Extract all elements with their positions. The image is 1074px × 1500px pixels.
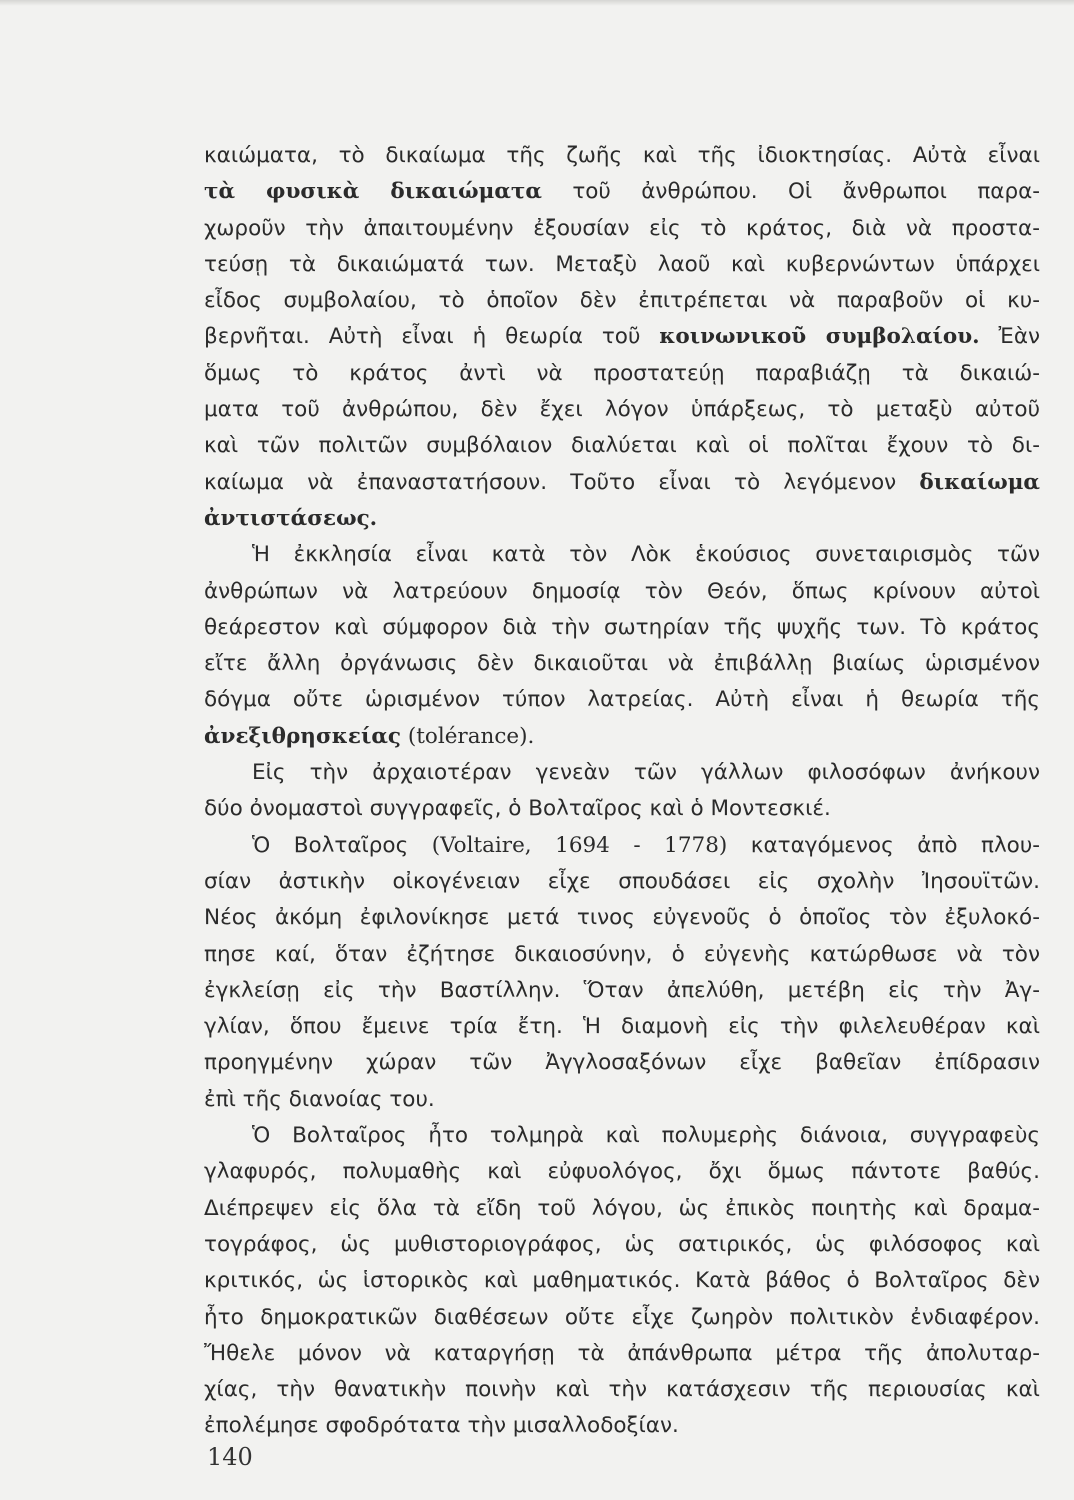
text-run: ὅμως τὸ κράτος ἀντὶ νὰ προστατεύῃ παραβιάζῃ τὰ δικαιώ- [204, 360, 1040, 386]
text-run: δόγμα οὔτε ὡρισμένον τύπον λατρείας. Αὐτὴ εἶναι ἡ θεωρία τῆς [204, 687, 1041, 713]
text-line [204, 138, 1040, 174]
text-run: γλίαν, ὅπου ἔμεινε τρία ἔτη. Ἡ διαμονὴ εἰς τὴν φιλελευθέραν καὶ [204, 1014, 1041, 1040]
text-line [204, 828, 1040, 864]
text-line [204, 755, 1040, 791]
text-line [204, 1191, 1040, 1227]
text-line [204, 465, 1040, 501]
text-line [204, 1045, 1040, 1081]
text-run: Νέος ἀκόμη ἐφιλονίκησε μετά τινος εὐγενοῦς ὁ ὁποῖος τὸν ἐξυλοκό- [204, 905, 1040, 931]
text-run: ἐγκλείσῃ εἰς τὴν Βαστίλλην. Ὅταν ἀπελύθη, μετέβη εἰς τὴν Ἀγ- [204, 977, 1040, 1003]
text-run: Διέπρεψεν εἰς ὅλα τὰ εἴδη τοῦ λόγου, ὡς ἐπικὸς ποιητὴς καὶ δραμα- [204, 1195, 1040, 1221]
text-run: τεύσῃ τὰ δικαιώματά των. Μεταξὺ λαοῦ καὶ κυβερνώντων ὑπάρχει [204, 251, 1041, 277]
text-run: χίας, τὴν θανατικὴν ποινὴν καὶ τὴν κατάσχεσιν τῆς περιουσίας καὶ [204, 1377, 1040, 1403]
text-line [204, 791, 1040, 827]
text-line [204, 937, 1040, 973]
text-line [204, 719, 1040, 755]
text-run: ἐπὶ τῆς διανοίας του. [204, 1086, 435, 1112]
text-line [204, 864, 1040, 900]
text-run: εἶδος συμβολαίου, τὸ ὁποῖον δὲν ἐπιτρέπεται νὰ παραβοῦν οἱ κυ- [204, 288, 1040, 314]
text-line [204, 900, 1040, 936]
text-line [204, 682, 1040, 718]
text-run: (tolérance). [401, 723, 535, 749]
text-line [204, 428, 1040, 464]
text-run: ἀνθρώπων νὰ λατρεύουν δημοσίᾳ τὸν Θεόν, ὅπως κρίνουν αὐτοὶ [204, 578, 1041, 604]
bold-term: κοινωνικοῦ συμβολαίου. [659, 324, 980, 350]
bold-term: ἀντιστάσεως. [204, 505, 378, 531]
text-line [204, 610, 1040, 646]
text-line [204, 501, 1040, 537]
text-run: τοῦ ἀνθρώπου. Οἱ ἄνθρωποι παρα- [541, 179, 1041, 205]
text-line [204, 174, 1040, 210]
text-run: Ἡ ἐκκλησία εἶναι κατὰ τὸν Λὸκ ἑκούσιος συνεταιρισμὸς τῶν [252, 542, 1040, 568]
text-run: σίαν ἀστικὴν οἰκογένειαν εἶχε σπουδάσει εἰς σχολὴν Ἰησουϊτῶν. [204, 868, 1041, 894]
text-run: Ἤθελε μόνον νὰ καταργήσῃ τὰ ἀπάνθρωπα μέτρα τῆς ἀπολυταρ- [204, 1340, 1041, 1366]
text-line [204, 574, 1040, 610]
text-line [204, 1300, 1040, 1336]
page-number: 140 [207, 1443, 253, 1471]
text-run: Ἐὰν [979, 324, 1041, 350]
text-run: προηγμένην χώραν τῶν Ἀγγλοσαξόνων εἶχε βαθεῖαν ἐπίδρασιν [204, 1050, 1041, 1076]
text-run: καταγόμενος ἀπὸ πλου- [727, 832, 1041, 858]
text-run: καὶ τῶν πολιτῶν συμβόλαιον διαλύεται καὶ οἱ πολῖται ἔχουν τὸ δι- [204, 433, 1040, 459]
text-run: Ὁ Βολταῖρος [252, 832, 432, 858]
text-run: δύο ὀνομαστοὶ συγγραφεῖς, ὁ Βολταῖρος καὶ ὁ Μοντεσκιέ. [204, 796, 831, 822]
text-run: ματα τοῦ ἀνθρώπου, δὲν ἔχει λόγον ὑπάρξεως, τὸ μεταξὺ αὐτοῦ [204, 397, 1041, 423]
text-line [204, 1336, 1040, 1372]
text-line [204, 211, 1040, 247]
scan-top-edge [0, 0, 1074, 6]
text-line [204, 1372, 1040, 1408]
text-line [204, 283, 1040, 319]
text-line [204, 1118, 1040, 1154]
text-run: τογράφος, ὡς μυθιστοριογράφος, ὡς σατιρικός, ὡς φιλόσοφος καὶ [204, 1231, 1041, 1257]
text-line [204, 1227, 1040, 1263]
text-run: εἴτε ἄλλη ὀργάνωσις δὲν δικαιοῦται νὰ ἐπιβάλλῃ βιαίως ὡρισμένον [204, 651, 1040, 677]
text-run: καιώματα, τὸ δικαίωμα τῆς ζωῆς καὶ τῆς ἰδιοκτησίας. Αὐτὰ εἶναι [204, 143, 1041, 168]
text-line [204, 356, 1040, 392]
text-line [204, 247, 1040, 283]
text-run: (Voltaire, 1694 - 1778) [431, 832, 728, 858]
text-run: θεάρεστον καὶ σύμφορον διὰ τὴν σωτηρίαν τῆς ψυχῆς των. Τὸ κράτος [204, 614, 1040, 640]
body-text [204, 138, 1040, 1445]
text-run: πησε καί, ὅταν ἐζήτησε δικαιοσύνην, ὁ εὐγενὴς κατώρθωσε νὰ τὸν [204, 941, 1040, 967]
bold-term: τὰ φυσικὰ δικαιώματα [204, 179, 542, 205]
text-line [204, 973, 1040, 1009]
text-line [204, 1082, 1040, 1118]
text-line [204, 319, 1040, 355]
text-run: κριτικός, ὡς ἱστορικὸς καὶ μαθηματικός. Κατὰ βάθος ὁ Βολταῖρος δὲν [204, 1268, 1041, 1294]
text-run: βερνῆται. Αὐτὴ εἶναι ἡ θεωρία τοῦ [204, 324, 660, 350]
text-run: καίωμα νὰ ἐπαναστατήσουν. Τοῦτο εἶναι τὸ λεγόμενον [204, 469, 920, 495]
text-run: χωροῦν τὴν ἀπαιτουμένην ἐξουσίαν εἰς τὸ κράτος, διὰ νὰ προστα- [204, 215, 1040, 241]
text-line [204, 537, 1040, 573]
bold-term: ἀνεξιθρησκείας [204, 723, 402, 749]
text-line [204, 392, 1040, 428]
text-line [204, 1408, 1040, 1444]
text-run: ἐπολέμησε σφοδρότατα τὴν μισαλλοδοξίαν. [204, 1413, 679, 1439]
text-line [204, 1263, 1040, 1299]
bold-term: δικαίωμα [919, 469, 1040, 495]
text-run: ἦτο δημοκρατικῶν διαθέσεων οὔτε εἶχε ζωηρὸν πολιτικὸν ἐνδιαφέρον. [204, 1304, 1040, 1330]
text-line [204, 1154, 1040, 1190]
text-line [204, 646, 1040, 682]
text-run: Ὁ Βολταῖρος ἦτο τολμηρὰ καὶ πολυμερὴς διάνοια, συγγραφεὺς [252, 1123, 1041, 1149]
text-run: γλαφυρός, πολυμαθὴς καὶ εὐφυολόγος, ὄχι ὅμως πάντοτε βαθύς. [204, 1159, 1041, 1185]
text-run: Εἰς τὴν ἀρχαιοτέραν γενεὰν τῶν γάλλων φιλοσόφων ἀνήκουν [252, 760, 1040, 786]
text-line [204, 1009, 1040, 1045]
